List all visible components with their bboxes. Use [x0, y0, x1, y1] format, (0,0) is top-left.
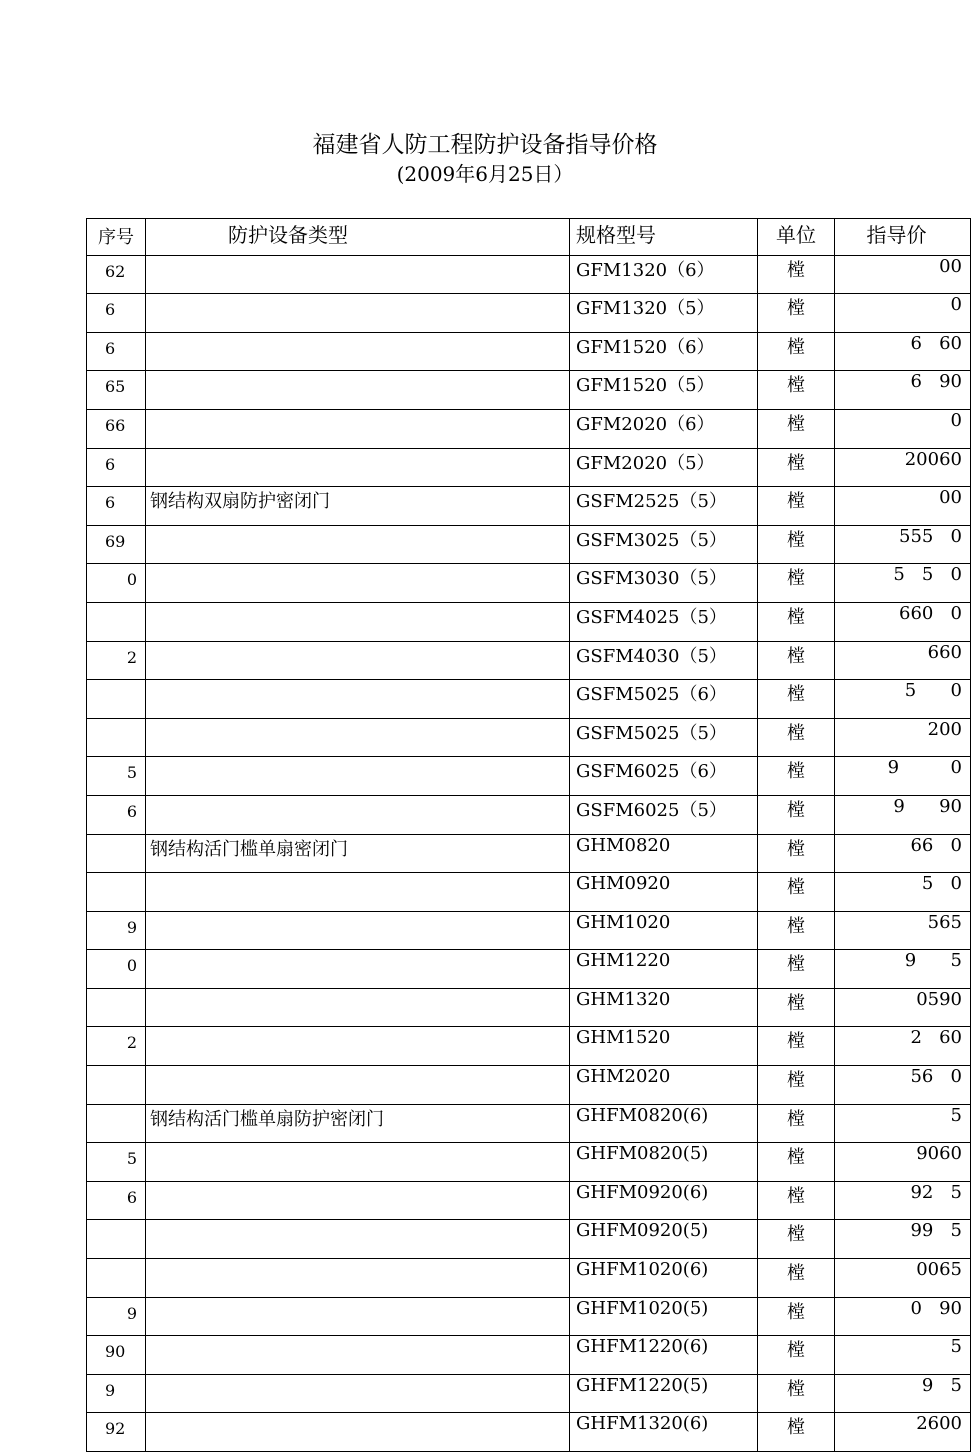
table-row: [87, 1413, 971, 1452]
unit-cell: 樘: [758, 873, 835, 912]
unit-cell: 樘: [758, 950, 835, 989]
price-cell: 00: [835, 487, 971, 526]
price-cell: 5 0: [835, 680, 971, 719]
spec-cell: GHFM1320(6): [570, 1413, 758, 1452]
type-cell: [146, 1297, 570, 1336]
table-row: [87, 371, 971, 410]
seq-cell: 92: [87, 1413, 146, 1452]
unit-cell: 樘: [758, 1027, 835, 1066]
table-row: [87, 1104, 971, 1143]
seq-cell: [87, 1066, 146, 1105]
unit-cell: 樘: [758, 757, 835, 796]
unit-cell: 樘: [758, 602, 835, 641]
unit-cell: 樘: [758, 1143, 835, 1182]
spec-cell: GSFM3025（5）: [570, 525, 758, 564]
type-cell: [146, 641, 570, 680]
spec-cell: GHM1220: [570, 950, 758, 989]
table-row: [87, 1143, 971, 1182]
header-price: 指导价: [835, 219, 971, 256]
unit-cell: 樘: [758, 1220, 835, 1259]
document-date: (2009年6月25日）: [396, 162, 574, 186]
table-row: [87, 1027, 971, 1066]
unit-cell: 樘: [758, 255, 835, 294]
spec-cell: GFM1320（5）: [570, 294, 758, 333]
table-row: [87, 911, 971, 950]
spec-cell: GHFM1020(6): [570, 1259, 758, 1298]
unit-cell: 樘: [758, 718, 835, 757]
table-row: [87, 1181, 971, 1220]
price-cell: 200: [835, 718, 971, 757]
seq-cell: 2: [87, 1027, 146, 1066]
type-cell: [146, 564, 570, 603]
spec-cell: GHFM0920(5): [570, 1220, 758, 1259]
table-row: [87, 1374, 971, 1413]
table-row: [87, 757, 971, 796]
type-cell: [146, 1066, 570, 1105]
spec-cell: GSFM3030（5）: [570, 564, 758, 603]
table-row: [87, 525, 971, 564]
table-header-row: [87, 219, 971, 256]
price-cell: 0065: [835, 1259, 971, 1298]
type-cell: [146, 1220, 570, 1259]
price-cell: 0: [835, 409, 971, 448]
price-cell: 20060: [835, 448, 971, 487]
seq-cell: [87, 1104, 146, 1143]
price-cell: 5: [835, 1104, 971, 1143]
type-cell: [146, 911, 570, 950]
seq-cell: [87, 1259, 146, 1298]
table-body: [87, 255, 971, 1451]
unit-cell: 樘: [758, 487, 835, 526]
seq-cell: 2: [87, 641, 146, 680]
unit-cell: 樘: [758, 1413, 835, 1452]
table-row: [87, 294, 971, 333]
type-cell: [146, 680, 570, 719]
unit-cell: 樘: [758, 448, 835, 487]
price-cell: 565: [835, 911, 971, 950]
price-cell: 2 60: [835, 1027, 971, 1066]
spec-cell: GSFM4030（5）: [570, 641, 758, 680]
seq-cell: 65: [87, 371, 146, 410]
price-cell: 9 5: [835, 1374, 971, 1413]
seq-cell: 6: [87, 448, 146, 487]
price-cell: 6 90: [835, 371, 971, 410]
type-cell: [146, 602, 570, 641]
table-row: [87, 564, 971, 603]
seq-cell: 9: [87, 1374, 146, 1413]
type-cell: [146, 1143, 570, 1182]
spec-cell: GHFM0820(6): [570, 1104, 758, 1143]
price-cell: 9 0: [835, 757, 971, 796]
spec-cell: GSFM5025（6）: [570, 680, 758, 719]
table-row: [87, 1220, 971, 1259]
spec-cell: GSFM5025（5）: [570, 718, 758, 757]
seq-cell: 90: [87, 1336, 146, 1375]
header-seq: 序号: [87, 219, 146, 256]
unit-cell: 樘: [758, 409, 835, 448]
seq-cell: [87, 988, 146, 1027]
type-cell: [146, 1259, 570, 1298]
price-cell: 00: [835, 255, 971, 294]
price-cell: 2600: [835, 1413, 971, 1452]
table-row: [87, 332, 971, 371]
price-cell: 56 0: [835, 1066, 971, 1105]
type-cell: [146, 332, 570, 371]
type-cell: [146, 950, 570, 989]
spec-cell: GHFM0920(6): [570, 1181, 758, 1220]
table-row: [87, 988, 971, 1027]
document-title: 福建省人防工程防护设备指导价格: [312, 132, 658, 158]
seq-cell: 66: [87, 409, 146, 448]
type-cell: [146, 1374, 570, 1413]
type-cell: 钢结构双扇防护密闭门: [146, 487, 570, 526]
unit-cell: 樘: [758, 1066, 835, 1105]
table-row: [87, 1297, 971, 1336]
unit-cell: 樘: [758, 1374, 835, 1413]
table-row: [87, 718, 971, 757]
seq-cell: 0: [87, 950, 146, 989]
price-cell: 92 5: [835, 1181, 971, 1220]
type-cell: [146, 255, 570, 294]
spec-cell: GFM2020（5）: [570, 448, 758, 487]
table-row: [87, 255, 971, 294]
spec-cell: GSFM4025（5）: [570, 602, 758, 641]
price-cell: 6 60: [835, 332, 971, 371]
unit-cell: 樘: [758, 1181, 835, 1220]
seq-cell: 5: [87, 1143, 146, 1182]
table-row: [87, 487, 971, 526]
type-cell: 钢结构活门槛单扇防护密闭门: [146, 1104, 570, 1143]
price-cell: 66 0: [835, 834, 971, 873]
table-row: [87, 834, 971, 873]
unit-cell: 樘: [758, 525, 835, 564]
header-type: 防护设备类型: [146, 219, 570, 256]
seq-cell: [87, 1220, 146, 1259]
table-row: [87, 950, 971, 989]
table-row: [87, 409, 971, 448]
seq-cell: 6: [87, 332, 146, 371]
header-unit: 单位: [758, 219, 835, 256]
spec-cell: GSFM2525（5）: [570, 487, 758, 526]
seq-cell: 6: [87, 1181, 146, 1220]
seq-cell: 62: [87, 255, 146, 294]
unit-cell: 樘: [758, 371, 835, 410]
unit-cell: 樘: [758, 1297, 835, 1336]
spec-cell: GHM1320: [570, 988, 758, 1027]
seq-cell: 9: [87, 1297, 146, 1336]
price-cell: 0 90: [835, 1297, 971, 1336]
spec-cell: GFM2020（6）: [570, 409, 758, 448]
seq-cell: 6: [87, 294, 146, 333]
table-row: [87, 680, 971, 719]
spec-cell: GFM1520（6）: [570, 332, 758, 371]
type-cell: [146, 525, 570, 564]
type-cell: [146, 1181, 570, 1220]
header-spec: 规格型号: [570, 219, 758, 256]
seq-cell: 6: [87, 795, 146, 834]
type-cell: [146, 448, 570, 487]
type-cell: [146, 294, 570, 333]
spec-cell: GSFM6025（5）: [570, 795, 758, 834]
table-row: [87, 641, 971, 680]
type-cell: [146, 873, 570, 912]
spec-cell: GHFM1220(6): [570, 1336, 758, 1375]
unit-cell: 樘: [758, 564, 835, 603]
spec-cell: GHM1020: [570, 911, 758, 950]
table-row: [87, 873, 971, 912]
spec-cell: GHM1520: [570, 1027, 758, 1066]
type-cell: [146, 718, 570, 757]
seq-cell: 9: [87, 911, 146, 950]
spec-cell: GFM1520（5）: [570, 371, 758, 410]
type-cell: [146, 409, 570, 448]
unit-cell: 樘: [758, 641, 835, 680]
type-cell: [146, 757, 570, 796]
unit-cell: 樘: [758, 795, 835, 834]
unit-cell: 樘: [758, 834, 835, 873]
unit-cell: 樘: [758, 1336, 835, 1375]
unit-cell: 樘: [758, 988, 835, 1027]
table-row: [87, 1259, 971, 1298]
table-row: [87, 795, 971, 834]
price-cell: 5 5 0: [835, 564, 971, 603]
table-row: [87, 1066, 971, 1105]
unit-cell: 樘: [758, 332, 835, 371]
spec-cell: GSFM6025（6）: [570, 757, 758, 796]
seq-cell: 0: [87, 564, 146, 603]
seq-cell: 5: [87, 757, 146, 796]
unit-cell: 樘: [758, 294, 835, 333]
type-cell: [146, 988, 570, 1027]
type-cell: [146, 1027, 570, 1066]
table-row: [87, 602, 971, 641]
seq-cell: [87, 873, 146, 912]
price-cell: 0590: [835, 988, 971, 1027]
seq-cell: [87, 602, 146, 641]
price-cell: 5 0: [835, 873, 971, 912]
price-cell: 660: [835, 641, 971, 680]
price-cell: 555 0: [835, 525, 971, 564]
seq-cell: [87, 718, 146, 757]
spec-cell: GHFM0820(5): [570, 1143, 758, 1182]
spec-cell: GFM1320（6）: [570, 255, 758, 294]
seq-cell: [87, 680, 146, 719]
spec-cell: GHM0920: [570, 873, 758, 912]
spec-cell: GHFM1220(5): [570, 1374, 758, 1413]
price-table: [86, 218, 971, 1452]
price-cell: 0: [835, 294, 971, 333]
seq-cell: 6: [87, 487, 146, 526]
price-cell: 5: [835, 1336, 971, 1375]
price-cell: 660 0: [835, 602, 971, 641]
spec-cell: GHFM1020(5): [570, 1297, 758, 1336]
price-cell: 9060: [835, 1143, 971, 1182]
type-cell: 钢结构活门槛单扇密闭门: [146, 834, 570, 873]
table-row: [87, 448, 971, 487]
price-cell: 9 5: [835, 950, 971, 989]
seq-cell: [87, 834, 146, 873]
price-cell: 99 5: [835, 1220, 971, 1259]
type-cell: [146, 795, 570, 834]
unit-cell: 樘: [758, 680, 835, 719]
table-row: [87, 1336, 971, 1375]
unit-cell: 樘: [758, 1104, 835, 1143]
spec-cell: GHM2020: [570, 1066, 758, 1105]
unit-cell: 樘: [758, 911, 835, 950]
unit-cell: 樘: [758, 1259, 835, 1298]
type-cell: [146, 1336, 570, 1375]
price-cell: 9 90: [835, 795, 971, 834]
type-cell: [146, 371, 570, 410]
seq-cell: 69: [87, 525, 146, 564]
type-cell: [146, 1413, 570, 1452]
spec-cell: GHM0820: [570, 834, 758, 873]
